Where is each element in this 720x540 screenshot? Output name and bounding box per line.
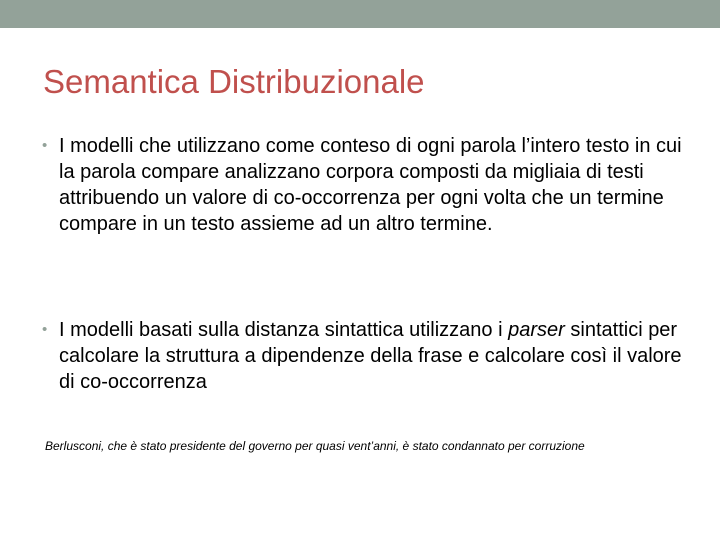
bullet-text: I modelli basati sulla distanza sintattica utilizzano i <box>59 319 509 341</box>
header-bar <box>0 0 720 28</box>
slide-title: Semantica Distribuzionale <box>43 63 425 100</box>
bullet-item <box>42 133 692 237</box>
bullet-item <box>42 317 692 395</box>
bullet-marker: • <box>42 321 48 338</box>
example-sentence: Berlusconi, che è stato presidente del governo per quasi vent’anni, è stato condannato per corruzione <box>45 439 585 453</box>
bullet-marker: • <box>42 137 48 154</box>
bullet-italic-term: parser <box>508 319 565 341</box>
bullet-text: I modelli che utilizzano come conteso di ogni parola l’intero testo in cui la parola compare analizzano corpora composti da migliaia di testi attribuendo un valore di co-occorrenza per ogni volta che un termine compare in un testo assieme ad un altro termine. <box>59 135 682 235</box>
bullet-text: sintattici per calcolare la struttura a dipendenze della frase e calcolare così il valore di co-occorrenza <box>59 319 682 393</box>
